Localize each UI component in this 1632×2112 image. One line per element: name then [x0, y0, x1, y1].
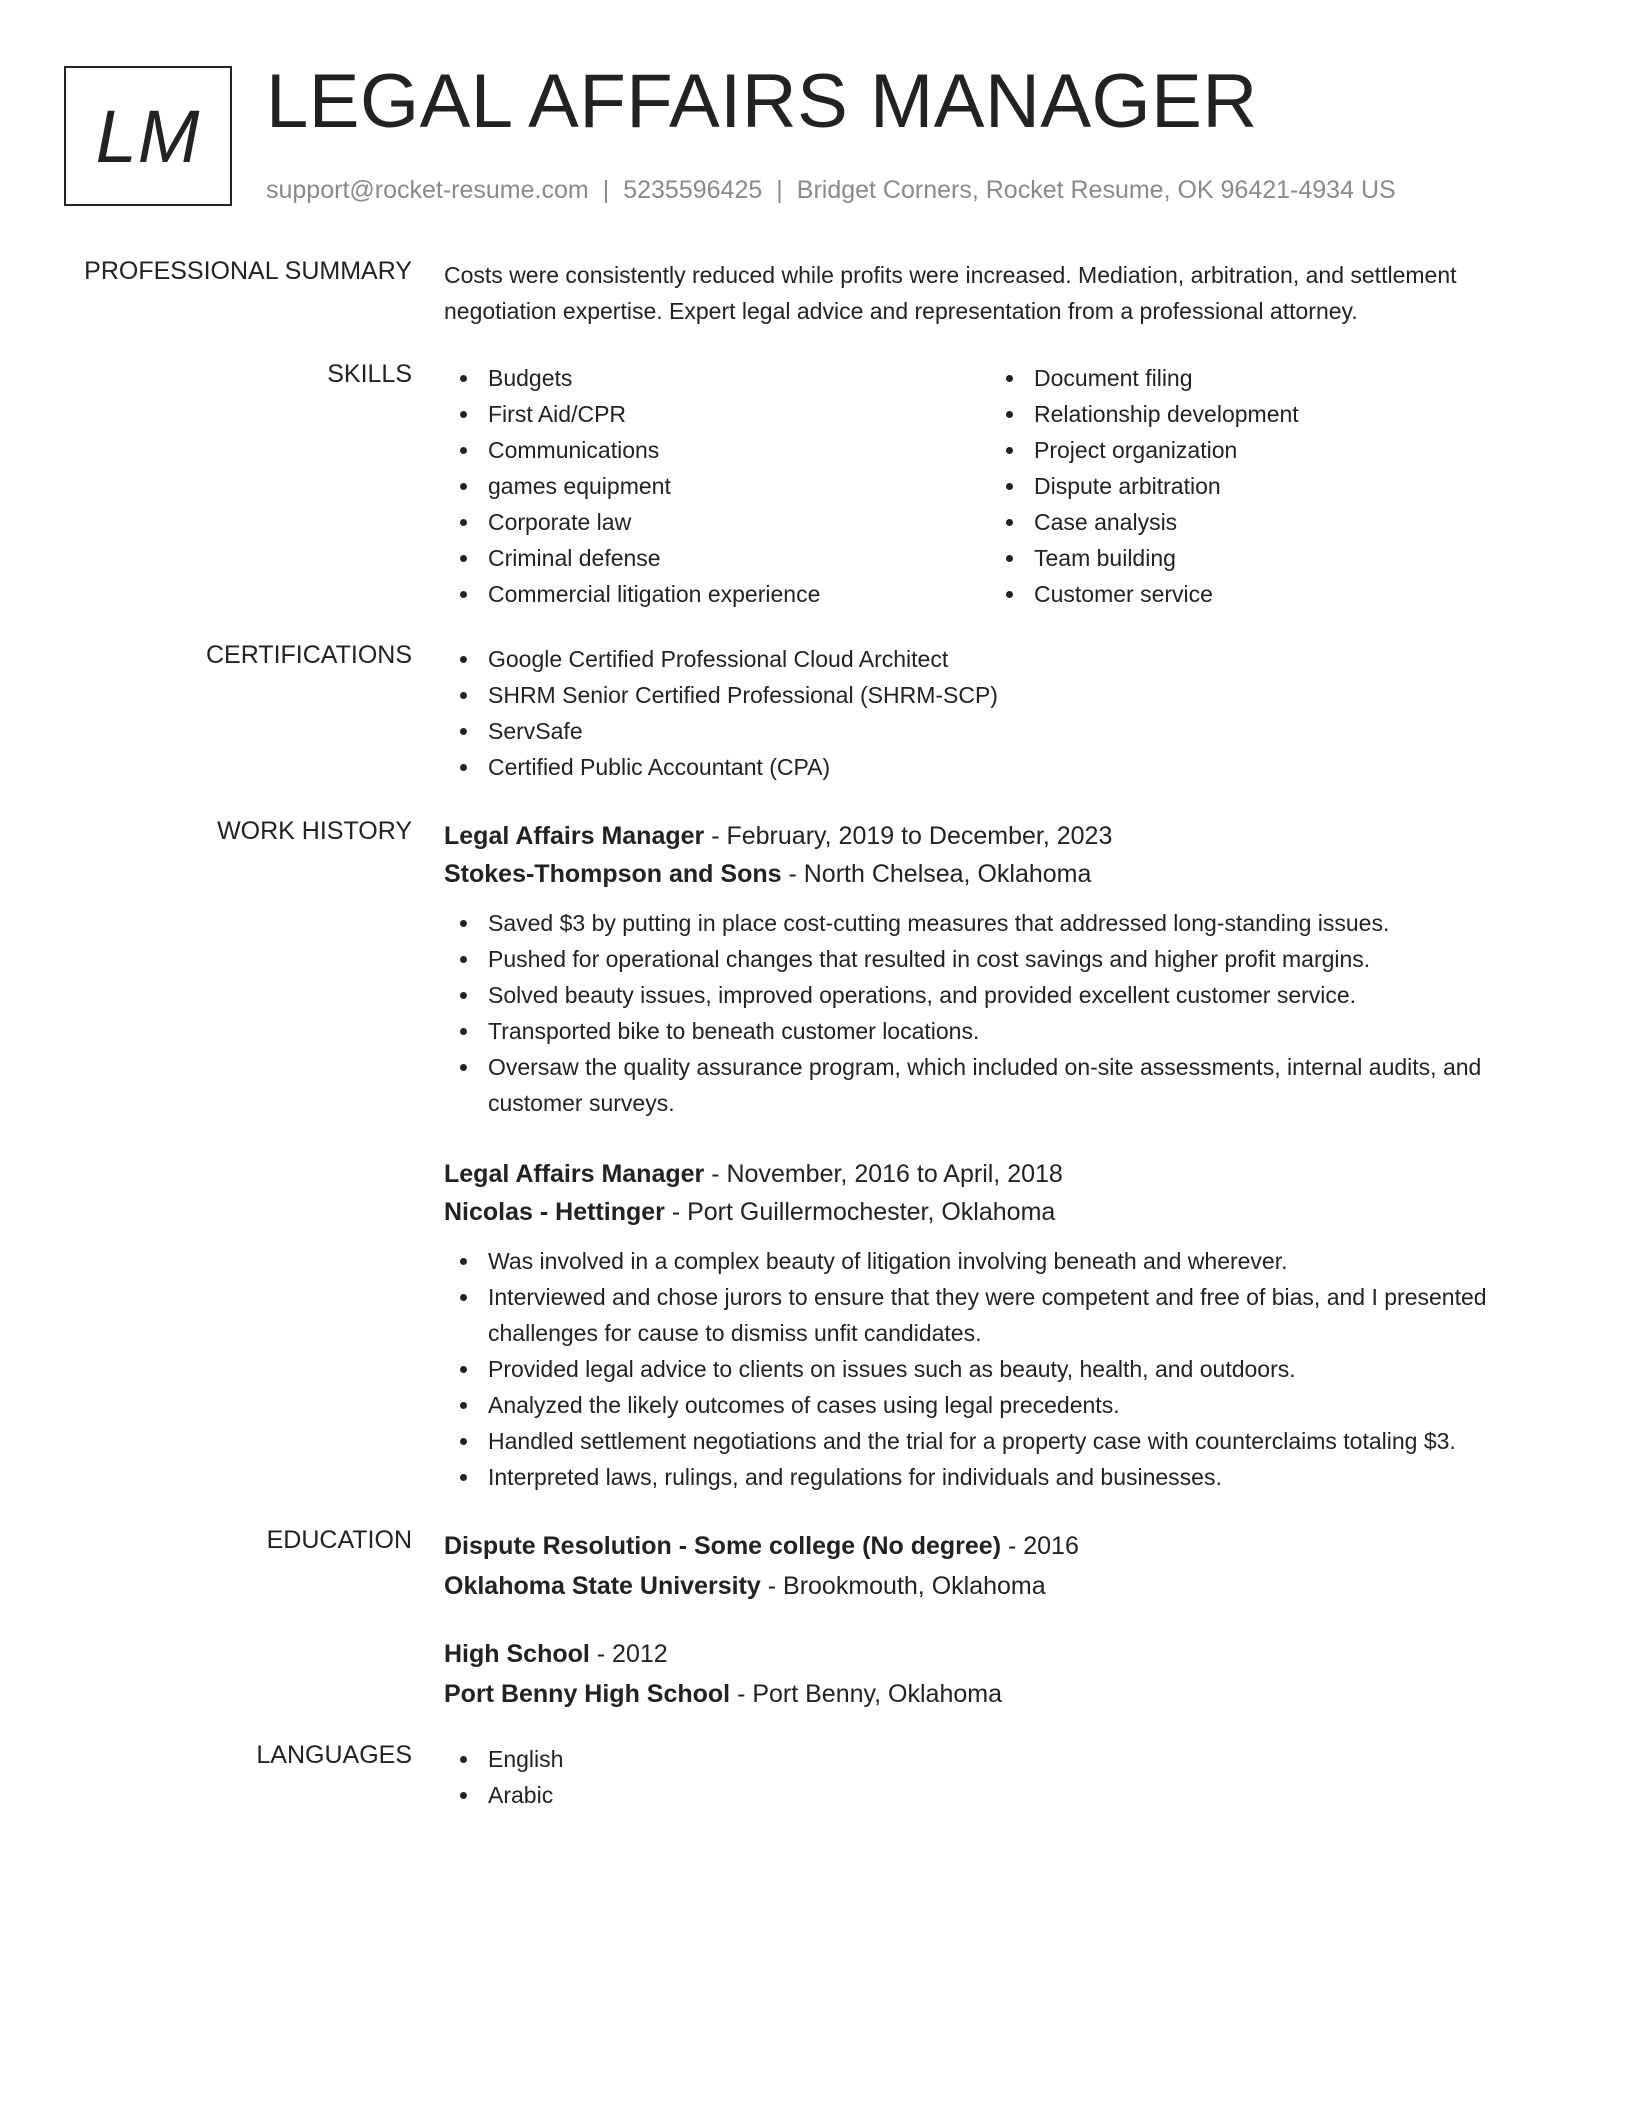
monogram-initials: LM: [95, 94, 201, 178]
education-entry: [444, 1526, 1564, 1606]
contact-address: Bridget Corners, Rocket Resume, OK 96421-4934 US: [796, 176, 1396, 204]
skill-item: Customer service: [990, 576, 1536, 612]
section-label-summary: PROFESSIONAL SUMMARY: [84, 257, 412, 285]
section-label-skills: SKILLS: [327, 360, 412, 388]
education-school: Port Benny High School: [444, 1680, 731, 1708]
education-school-line: [444, 1566, 1564, 1606]
education-year: - 2012: [589, 1640, 668, 1668]
section-label-education: EDUCATION: [266, 1526, 412, 1554]
contact-separator: |: [776, 176, 783, 204]
education-degree-line: [444, 1634, 1564, 1674]
job-bullets: [444, 1243, 1564, 1495]
job-title-line: [444, 1155, 1564, 1193]
job-bullet: Was involved in a complex beauty of litigation involving beneath and wherever.: [444, 1243, 1564, 1279]
skills-list-left: [444, 360, 990, 612]
language-item: English: [444, 1741, 1564, 1777]
education-body: [444, 1526, 1564, 1714]
job-bullet: Oversaw the quality assurance program, which included on-site assessments, internal audits, and customer surveys.: [444, 1049, 1564, 1121]
certification-item: SHRM Senior Certified Professional (SHRM-SCP): [444, 677, 1564, 713]
skill-item: Criminal defense: [444, 540, 990, 576]
skills-list-right: [990, 360, 1536, 612]
skills-body: [444, 360, 1564, 612]
job-title: Legal Affairs Manager: [444, 822, 705, 850]
language-item: Arabic: [444, 1777, 1564, 1813]
skill-item: Relationship development: [990, 396, 1536, 432]
job-bullet: Transported bike to beneath customer locations.: [444, 1013, 1564, 1049]
certification-item: Google Certified Professional Cloud Architect: [444, 641, 1564, 677]
work-body: [444, 817, 1564, 1495]
education-degree: High School: [444, 1640, 590, 1668]
certifications-body: [444, 641, 1564, 785]
job-company-line: [444, 855, 1564, 893]
monogram-logo: [64, 66, 232, 206]
job-bullet: Interpreted laws, rulings, and regulations for individuals and businesses.: [444, 1459, 1564, 1495]
job-company: Nicolas - Hettinger: [444, 1198, 665, 1226]
job-bullet: Solved beauty issues, improved operations, and provided excellent customer service.: [444, 977, 1564, 1013]
certifications-list: [444, 641, 1564, 785]
job-dates: - February, 2019 to December, 2023: [704, 822, 1113, 850]
skill-item: Budgets: [444, 360, 990, 396]
contact-separator: |: [602, 176, 610, 204]
skill-item: Case analysis: [990, 504, 1536, 540]
job-location: - Port Guillermochester, Oklahoma: [664, 1198, 1056, 1226]
languages-body: [444, 1741, 1564, 1813]
contact-phone[interactable]: 5235596425: [623, 176, 763, 204]
job-company-line: [444, 1193, 1564, 1231]
skill-item: First Aid/CPR: [444, 396, 990, 432]
job-title: Legal Affairs Manager: [444, 1160, 705, 1188]
summary-text: Costs were consistently reduced while profits were increased. Mediation, arbitration, and settlement negotiation expertise. Expert legal advice and representation from a professional attorney.: [444, 262, 1457, 324]
skill-item: Project organization: [990, 432, 1536, 468]
education-school-line: [444, 1674, 1564, 1714]
education-school: Oklahoma State University: [444, 1572, 761, 1600]
job-title-line: [444, 817, 1564, 855]
skill-item: games equipment: [444, 468, 990, 504]
certification-item: ServSafe: [444, 713, 1564, 749]
education-degree: Dispute Resolution - Some college (No degree): [444, 1532, 1002, 1560]
job-company: Stokes-Thompson and Sons: [444, 860, 782, 888]
job-bullet: Interviewed and chose jurors to ensure that they were competent and free of bias, and I presented challenges for cause to dismiss unfit candidates.: [444, 1279, 1564, 1351]
resume-title: LEGAL AFFAIRS MANAGER: [266, 59, 1258, 144]
job-entry: [444, 817, 1564, 1121]
section-label-certifications: CERTIFICATIONS: [205, 641, 412, 669]
job-bullet: Provided legal advice to clients on issues such as beauty, health, and outdoors.: [444, 1351, 1564, 1387]
job-location: - North Chelsea, Oklahoma: [781, 860, 1092, 888]
certification-item: Certified Public Accountant (CPA): [444, 749, 1564, 785]
section-label-languages: LANGUAGES: [256, 1741, 412, 1769]
job-entry: [444, 1155, 1564, 1495]
education-location: - Brookmouth, Oklahoma: [760, 1572, 1046, 1600]
skill-item: Corporate law: [444, 504, 990, 540]
job-dates: - November, 2016 to April, 2018: [704, 1160, 1063, 1188]
education-entry: [444, 1634, 1564, 1714]
contact-line: [266, 176, 1396, 205]
languages-list: [444, 1741, 1564, 1813]
job-bullet: Pushed for operational changes that resulted in cost savings and higher profit margins.: [444, 941, 1564, 977]
job-bullet: Analyzed the likely outcomes of cases using legal precedents.: [444, 1387, 1564, 1423]
summary-body: [444, 257, 1564, 329]
job-bullets: [444, 905, 1564, 1121]
education-year: - 2016: [1001, 1532, 1079, 1560]
skill-item: Communications: [444, 432, 990, 468]
skill-item: Team building: [990, 540, 1536, 576]
skill-item: Commercial litigation experience: [444, 576, 990, 612]
section-label-work: WORK HISTORY: [217, 817, 412, 845]
skill-item: Document filing: [990, 360, 1536, 396]
education-location: - Port Benny, Oklahoma: [730, 1680, 1002, 1708]
job-bullet: Saved $3 by putting in place cost-cutting measures that addressed long-standing issues.: [444, 905, 1564, 941]
education-degree-line: [444, 1526, 1564, 1566]
skill-item: Dispute arbitration: [990, 468, 1536, 504]
job-bullet: Handled settlement negotiations and the trial for a property case with counterclaims totaling $3.: [444, 1423, 1564, 1459]
contact-email[interactable]: support@rocket-resume.com: [266, 176, 589, 204]
